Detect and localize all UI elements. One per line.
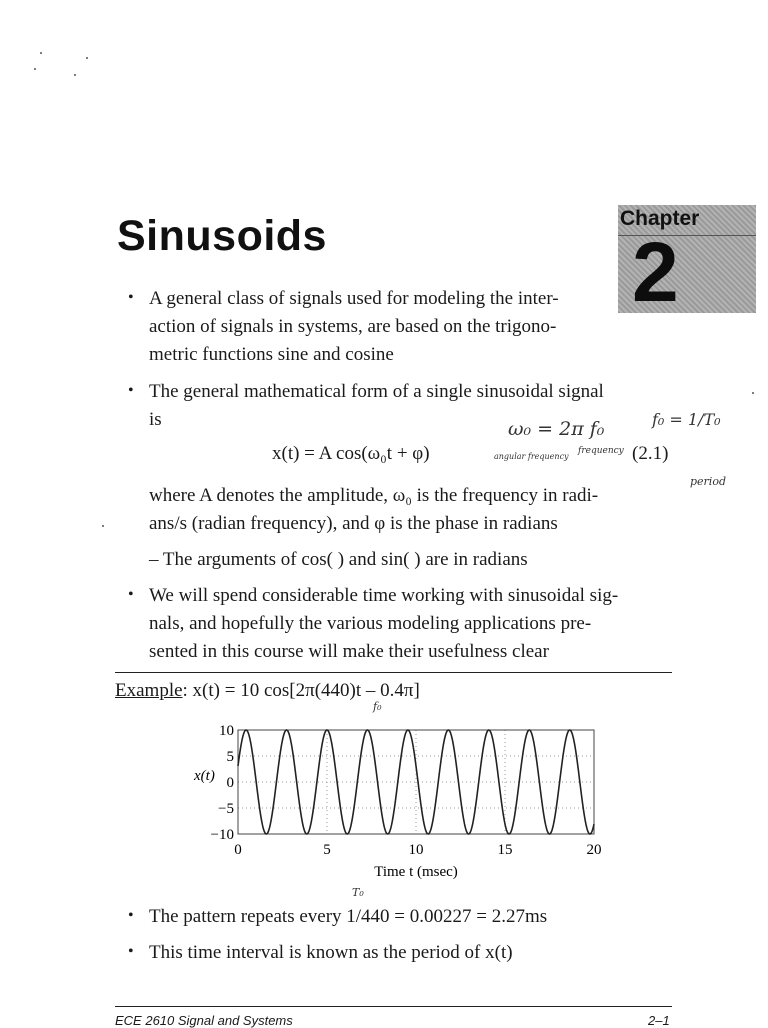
sub-bullet: – The arguments of cos( ) and sin( ) are in radians: [149, 549, 528, 570]
example-line: [115, 680, 420, 702]
chapter-label: Chapter: [620, 207, 700, 230]
x-axis-label: Time t (msec): [374, 864, 458, 880]
chapter-badge: [618, 205, 756, 319]
bullet2-line2: is: [149, 409, 162, 430]
x-tick-labels: [234, 842, 601, 858]
y-tick-label: 0: [226, 775, 234, 791]
period-bullet-1: The pattern repeats every 1/440 = 0.00227 = 2.27ms: [149, 906, 548, 927]
handwritten-frequency: frequency: [578, 446, 624, 456]
bullet-marker: •: [128, 586, 134, 603]
footer-rule: [115, 1006, 672, 1007]
bullet3-line1: We will spend considerable time working with sinusoidal sig-: [149, 585, 619, 606]
sinusoid-chart: [160, 718, 620, 886]
x-tick-label: 0: [234, 842, 242, 858]
bullet3-line2: nals, and hopefully the various modeling applications pre-: [149, 613, 592, 634]
where-line1: where A denotes the amplitude, ω₀ is the frequency in radi-: [149, 485, 599, 506]
example-expression: : x(t) = 10 cos[2π(440)t – 0.4π]: [182, 680, 420, 701]
bullet1-line2: action of signals in systems, are based on the trigono-: [149, 316, 557, 337]
y-tick-label: 10: [219, 723, 234, 739]
x-tick-label: 5: [323, 842, 331, 858]
bullet-marker: •: [128, 907, 134, 924]
handwritten-omega: ω₀ = 2π f₀: [508, 418, 605, 440]
handwritten-angular: angular frequency: [494, 452, 569, 461]
x-tick-label: 15: [497, 842, 513, 858]
x-tick-label: 10: [408, 842, 424, 858]
y-tick-label: −10: [210, 827, 234, 843]
bullet3-line3: sented in this course will make their usefulness clear: [149, 641, 549, 662]
y-axis-label: x(t): [194, 768, 215, 784]
bullet-marker: •: [128, 382, 134, 399]
bullet2-line1: The general mathematical form of a single sinusoidal signal: [149, 381, 604, 402]
section-divider: [115, 672, 672, 673]
x-tick-label: 20: [586, 842, 602, 858]
handwritten-period: period: [690, 475, 726, 488]
equation: x(t) = A cos(ω₀t + φ): [272, 443, 430, 464]
y-tick-label: 5: [226, 749, 234, 765]
footer-page-number: 2–1: [648, 1013, 670, 1028]
equation-number: (2.1): [632, 443, 669, 464]
bullet-marker: •: [128, 289, 134, 306]
bullet-marker: •: [128, 943, 134, 960]
example-label: Example: [115, 680, 183, 701]
where-line2: ans/s (radian frequency), and φ is the phase in radians: [149, 513, 558, 534]
handwritten-fo-small: f₀: [373, 700, 382, 713]
bullet1-line3: metric functions sine and cosine: [149, 344, 394, 365]
bullet1-line1: A general class of signals used for modeling the inter-: [149, 288, 559, 309]
period-bullet-2: This time interval is known as the period of x(t): [149, 942, 513, 963]
chapter-number: 2: [632, 225, 679, 319]
handwritten-to-small: T₀: [352, 886, 364, 899]
y-tick-label: −5: [218, 801, 234, 817]
page-title: Sinusoids: [117, 212, 327, 260]
footer-course: ECE 2610 Signal and Systems: [115, 1013, 293, 1028]
handwritten-fo: f₀ = 1/T₀: [652, 410, 721, 429]
